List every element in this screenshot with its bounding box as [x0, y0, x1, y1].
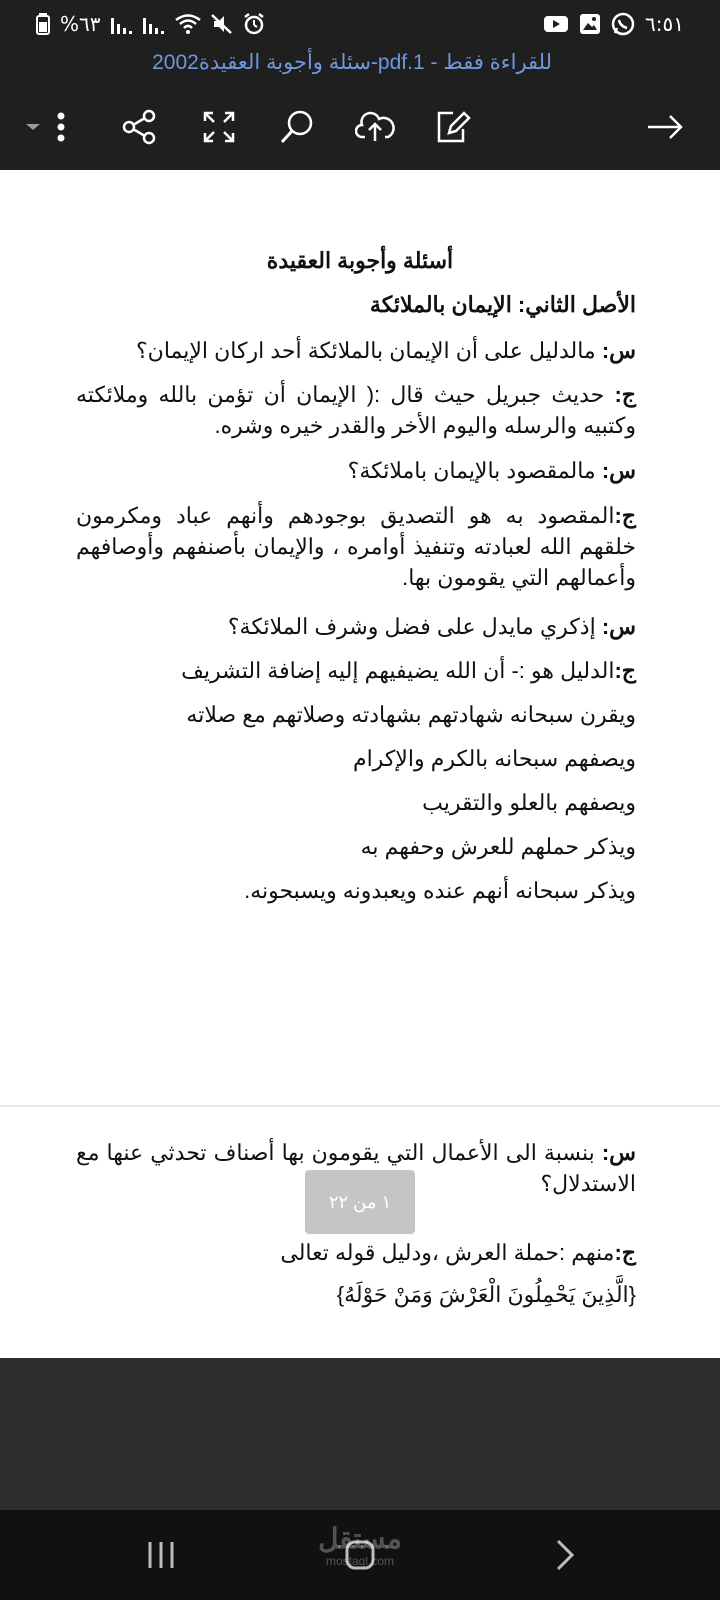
status-bar: [0, 0, 720, 50]
watermark-arabic: مستقل: [318, 1523, 402, 1554]
youtube-icon: [543, 14, 569, 34]
edit-icon: [435, 109, 471, 145]
arrow-right-icon: [645, 109, 685, 145]
document-page-2: [0, 1107, 720, 1358]
signal-icon-2: [143, 14, 165, 34]
question-1: س: مالدليل على أن الإيمان بالملائكة أحد اركان الإيمان؟: [135, 338, 636, 363]
answer-3: ج:الدليل هو :- أن الله يضيفيهم إليه إضافة التشريف: [181, 658, 636, 683]
more-options-button[interactable]: [18, 104, 78, 150]
signal-icon: [111, 14, 133, 34]
battery-icon: [36, 13, 50, 35]
answer-3-line-3: ويصفهم بالعلو والتقريب: [422, 790, 636, 815]
fullscreen-button[interactable]: [196, 104, 242, 150]
title-bar: [0, 50, 720, 84]
document-heading: أسئلة وأجوبة العقيدة: [266, 248, 454, 273]
search-icon: [279, 109, 315, 145]
search-button[interactable]: [274, 104, 320, 150]
answer-3-line-2: ويصفهم سبحانه بالكرم والإكرام: [352, 746, 636, 771]
question-2: س: مالمقصود بالإيمان باملائكة؟: [347, 458, 636, 483]
cloud-upload-button[interactable]: [352, 104, 398, 150]
status-right: [543, 12, 684, 36]
document-title: 2002سئلة وأجوبة العقيدة-pdf.1 - للقراءة فقط: [152, 51, 552, 74]
whatsapp-icon: [611, 12, 635, 36]
chevron-right-icon: [550, 1538, 580, 1572]
navigation-bar: [0, 1510, 720, 1600]
toolbar: [0, 84, 720, 170]
clock: ٦:٥١: [645, 12, 684, 36]
mute-icon: [211, 13, 233, 35]
answer-4: ج:منهم :حملة العرش ،ودليل قوله تعالى: [280, 1240, 636, 1265]
section-heading: الأصل الثاني: الإيمان بالملائكة: [369, 292, 636, 317]
back-button[interactable]: [642, 104, 688, 150]
watermark: [300, 1524, 420, 1568]
recent-apps-button[interactable]: [136, 1532, 186, 1578]
question-4: س: بنسبة الى الأعمال التي يقومون بها أصناف تحدثي عنها مع الاستدلال؟: [76, 1140, 636, 1196]
answer-3-line-1: ويقرن سبحانه شهادتهم بشهادته وصلاتهم مع صلاته: [186, 702, 636, 727]
answer-3-line-5: ويذكر سبحانه أنهم عنده ويعبدونه ويسبحونه.: [244, 878, 636, 903]
back-nav-button[interactable]: [540, 1532, 590, 1578]
answer-1: ج: حديث جبريل حيث قال :( الإيمان أن تؤمن بالله وملائكته وكتبيه والرسله واليوم الأخر والقدر خيره وشره.: [76, 382, 636, 438]
status-left: [36, 12, 265, 36]
document-viewport[interactable]: [0, 170, 720, 1358]
cloud-upload-icon: [355, 109, 395, 145]
document-page-1: [0, 170, 720, 1105]
expand-icon: [201, 109, 237, 145]
alarm-icon: [243, 13, 265, 35]
wifi-icon: [175, 14, 201, 34]
answer-2: ج:المقصود به هو التصديق بوجودهم وأنهم عباد ومكرمون خلقهم الله لعبادته وتنفيذ أوامره ، والإيمان بأصنفهم وأوصافهم وأعمالهم التي يقومون بها.: [76, 503, 636, 590]
question-3: س: إذكري مايدل على فضل وشرف الملائكة؟: [227, 614, 636, 639]
edit-button[interactable]: [430, 104, 476, 150]
quran-verse: {الَّذِينَ يَحْمِلُونَ الْعَرْشَ وَمَنْ حَوْلَهُ}: [336, 1282, 636, 1307]
page-indicator: ١ من ٢٢: [305, 1170, 415, 1234]
share-icon: [121, 109, 157, 145]
answer-3-line-4: ويذكر حملهم للعرش وحفهم به: [360, 834, 636, 859]
watermark-latin: mostaql.com: [325, 1554, 395, 1568]
battery-level: %٦٣: [60, 12, 101, 36]
recent-apps-icon: [144, 1540, 178, 1570]
share-button[interactable]: [116, 104, 162, 150]
bottom-panel: [0, 1358, 720, 1510]
gallery-icon: [579, 13, 601, 35]
